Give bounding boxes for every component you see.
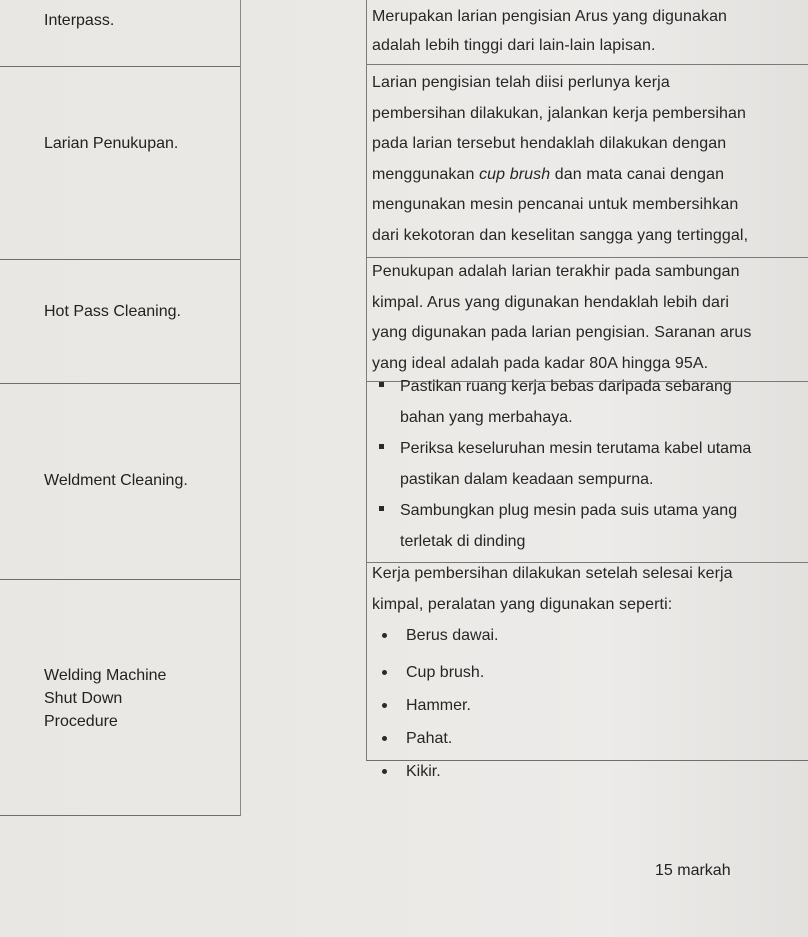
label-larian-penukupan: Larian Penukupan. (44, 135, 179, 152)
text-line: dari kekotoran dan keselitan sangga yang tertinggal, (372, 226, 749, 244)
list-item-line: Pastikan ruang kerja bebas daripada sebarang (400, 378, 732, 395)
text-line: yang digunakan pada larian pengisian. Saranan arus (372, 324, 752, 341)
row-penukupan-label-cell (0, 66, 241, 260)
row-hotpass-label-cell (0, 259, 241, 384)
text-line: Penukupan adalah larian terakhir pada sambungan (372, 263, 740, 280)
label-interpass: Interpass. (44, 12, 115, 29)
text-line: kimpal, peralatan yang digunakan seperti: (372, 595, 673, 613)
list-item-line: terletak di dinding (400, 532, 526, 550)
list-item (372, 728, 802, 750)
square-bullet-icon (379, 382, 384, 387)
list-item-line: Sambungkan plug mesin pada suis utama yang (400, 502, 738, 519)
round-bullet-icon (382, 670, 387, 675)
label-line: Shut Down (44, 690, 123, 707)
tool-label: Berus dawai. (406, 627, 499, 644)
interpass-description (372, 2, 802, 60)
list-item (372, 625, 802, 647)
row-hotpass-desc-cell (367, 257, 808, 382)
text-line: yang ideal adalah pada kadar 80A hingga 95A. (372, 354, 709, 372)
list-item (372, 496, 802, 557)
list-item-line: bahan yang merbahaya. (400, 408, 573, 426)
text-line: Larian pengisian telah diisi perlunya kerja (372, 74, 670, 91)
row-weldment-desc-cell (367, 378, 808, 563)
label-welding-machine-shutdown (44, 664, 166, 733)
text-line (372, 160, 802, 191)
text-run: dan mata canai dengan (550, 165, 725, 183)
square-bullet-icon (379, 506, 384, 511)
penukupan-description (372, 68, 802, 251)
text-line: Merupakan larian pengisian Arus yang digunakan (372, 8, 728, 25)
round-bullet-icon (382, 703, 387, 708)
text-line: pembersihan dilakukan, jalankan kerja pembersihan (372, 104, 747, 122)
row-interpass-desc-cell (367, 0, 808, 65)
square-bullet-icon (379, 444, 384, 449)
list-item (372, 372, 802, 433)
label-line: Welding Machine (44, 667, 167, 684)
shutdown-description (372, 559, 802, 620)
text-run: menggunakan (372, 165, 480, 183)
list-item (372, 695, 802, 717)
tool-label: Hammer. (406, 697, 471, 714)
text-line: kimpal. Arus yang digunakan hendaklah lebih dari (372, 293, 730, 311)
list-item (372, 761, 802, 783)
text-line: adalah lebih tinggi dari lain-lain lapisan. (372, 37, 656, 54)
row-shutdown-desc-cell (367, 562, 808, 780)
tool-label: Kikir. (406, 763, 441, 780)
label-weldment-cleaning: Weldment Cleaning. (44, 472, 188, 489)
right-column (366, 0, 808, 780)
list-item-line: Periksa keseluruhan mesin terutama kabel utama (400, 440, 752, 457)
text-run-italic: cup brush (479, 165, 551, 183)
round-bullet-icon (382, 736, 387, 741)
tool-label: Cup brush. (406, 664, 485, 681)
hotpass-description (372, 257, 802, 379)
row-weldment-label-cell (0, 383, 241, 580)
text-line: Kerja pembersihan dilakukan setelah selesai kerja (372, 565, 733, 582)
label-line: Procedure (44, 713, 118, 730)
tool-label: Pahat. (406, 730, 453, 747)
round-bullet-icon (382, 769, 387, 774)
list-item (372, 434, 802, 495)
row-shutdown-label-cell (0, 579, 241, 816)
text-line: pada larian tersebut hendaklah dilakukan dengan (372, 135, 727, 152)
text-line: mengunakan mesin pencanai untuk membersihkan (372, 196, 739, 213)
list-item (372, 662, 802, 684)
round-bullet-icon (382, 633, 387, 638)
label-hot-pass-cleaning: Hot Pass Cleaning. (44, 303, 181, 320)
row-interpass-label-cell (0, 0, 241, 67)
marks-label: 15 markah (655, 862, 731, 879)
row-penukupan-desc-cell (367, 64, 808, 258)
list-item-line: pastikan dalam keadaan sempurna. (400, 470, 654, 488)
